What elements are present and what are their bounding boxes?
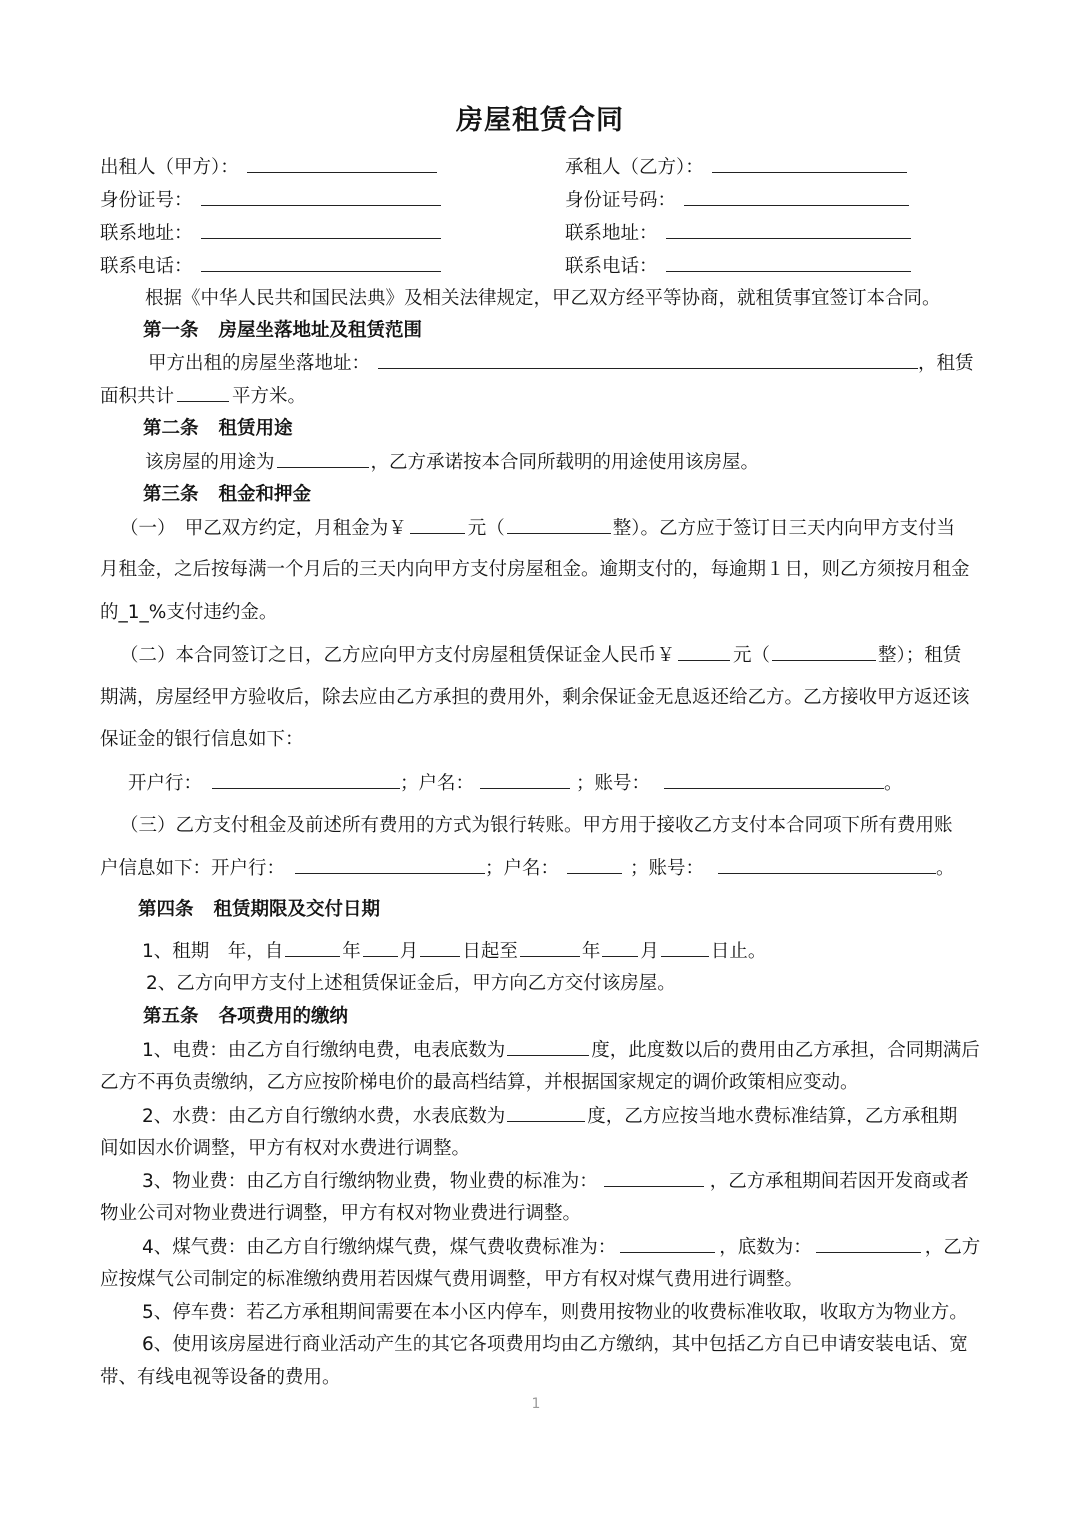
refund-bank-blank[interactable] [212, 770, 400, 789]
tel-a-label: 联系电话： [100, 256, 193, 277]
water-line-2: 间如因水价调整，甲方有权对水费进行调整。 [100, 1138, 471, 1159]
payment-name-label: ；户名： [485, 858, 560, 879]
start-year-unit: 年 [342, 941, 361, 962]
article-3-number: 第三条 [143, 484, 199, 505]
deposit-text-continued: 整）；租赁 [878, 645, 962, 666]
article-4-number: 第四条 [138, 899, 194, 920]
gas-standard-blank[interactable] [620, 1234, 715, 1253]
rent-label: （一） 甲乙双方约定，月租金为￥ [120, 518, 407, 539]
other-fees-line-2: 带、有线电视等设备的费用。 [100, 1367, 341, 1388]
article-5-title: 各项费用的缴纳 [218, 1006, 349, 1027]
deposit-unit: 元（ [733, 645, 771, 666]
start-day-unit: 日起至 [462, 941, 518, 962]
area-unit: 平方米。 [232, 386, 307, 407]
article-3-3-line-2 [100, 855, 955, 882]
address-label: 甲方出租的房屋坐落地址： [148, 353, 371, 374]
end-month-blank[interactable] [602, 938, 638, 957]
id-a-line [100, 187, 441, 214]
addr-a-line [100, 220, 441, 247]
article-3-2-line-2: 期满，房屋经甲方验收后，除去应由乙方承担的费用外，剩余保证金无息返还给乙方。乙方接收甲方返还该 [100, 687, 970, 708]
end-day-unit: 日止。 [710, 941, 767, 962]
gas-line-1 [142, 1234, 980, 1261]
article-4-heading [138, 897, 380, 923]
rent-words-blank[interactable] [507, 515, 611, 534]
other-fees-line-1: 6、使用该房屋进行商业活动产生的其它各项费用均由乙方缴纳，其中包括乙方自已申请安装电话、宽 [142, 1334, 968, 1355]
usage-blank[interactable] [277, 449, 369, 468]
parking-line: 5、停车费：若乙方承租期间需要在本小区内停车，则费用按物业的收费标准收取，收取方为物业方。 [142, 1302, 968, 1323]
start-month-unit: 月 [399, 941, 419, 962]
payment-bank-label: 户信息如下：开户行： [100, 858, 286, 879]
end-year-blank[interactable] [520, 938, 580, 957]
water-text-continued: 度，乙方应按当地水费标准结算，乙方承租期 [587, 1106, 958, 1127]
id-a-blank[interactable] [201, 187, 441, 206]
deposit-label: （二）本合同签订之日，乙方应向甲方支付房屋租赁保证金人民币￥ [120, 645, 676, 666]
article-5-number: 第五条 [143, 1006, 199, 1027]
term-label: 1、租期 年，自 [142, 941, 284, 962]
article-3-3-line-1: （三）乙方支付租金及前述所有费用的方式为银行转账。甲方用于接收乙方支付本合同项下所有费用账 [120, 815, 953, 836]
address-blank[interactable] [378, 350, 918, 369]
end-month-unit: 月 [640, 941, 659, 962]
party-b-blank[interactable] [712, 154, 907, 173]
payment-account-blank[interactable] [718, 855, 936, 874]
payment-name-blank[interactable] [567, 855, 622, 874]
property-fee-line-1 [142, 1168, 969, 1195]
article-2-heading [143, 416, 293, 442]
article-4-title: 租赁期限及交付日期 [213, 899, 381, 920]
property-fee-label: 3、物业费：由乙方自行缴纳物业费，物业费的标准为： [142, 1171, 598, 1192]
party-a-blank[interactable] [247, 154, 437, 173]
refund-bank-label: 开户行： [128, 773, 203, 794]
gas-line-2: 应按煤气公司制定的标准缴纳费用若因煤气费用调整，甲方有权对煤气费用进行调整。 [100, 1269, 804, 1290]
article-3-2-bank-line [128, 770, 903, 797]
addr-b-line [565, 220, 911, 247]
refund-account-blank[interactable] [664, 770, 884, 789]
area-label: 面积共计 [100, 386, 175, 407]
start-year-blank[interactable] [285, 938, 340, 957]
payment-end: 。 [936, 858, 955, 879]
article-1-heading [143, 318, 422, 344]
tel-a-blank[interactable] [201, 253, 441, 272]
id-b-line [565, 187, 909, 214]
tel-b-blank[interactable] [666, 253, 911, 272]
property-fee-blank[interactable] [604, 1168, 704, 1187]
rent-unit: 元（ [467, 518, 505, 539]
article-3-title: 租金和押金 [218, 484, 312, 505]
party-a-line [100, 154, 437, 181]
end-year-unit: 年 [581, 941, 601, 962]
electricity-label: 1、电费：由乙方自行缴纳电费，电表底数为 [142, 1040, 506, 1061]
payment-account-label: ；账号： [630, 858, 705, 879]
article-3-heading [143, 482, 311, 508]
intro-paragraph: 根据《中华人民共和国民法典》及相关法律规定，甲乙双方经平等协商，就租赁事宜签订本合同。 [145, 288, 941, 309]
article-3-1-line-2: 月租金，之后按每满一个月后的三天内向甲方支付房屋租金。逾期支付的，每逾期１日，则乙方须按月租金 [100, 559, 970, 580]
id-b-blank[interactable] [684, 187, 909, 206]
party-a-label: 出租人（甲方）： [100, 157, 239, 178]
water-label: 2、水费：由乙方自行缴纳水费，水表底数为 [142, 1106, 506, 1127]
party-b-label: 承租人（乙方）： [565, 157, 704, 178]
payment-bank-blank[interactable] [295, 855, 485, 874]
end-day-blank[interactable] [661, 938, 709, 957]
tel-a-line [100, 253, 441, 280]
start-day-blank[interactable] [420, 938, 460, 957]
refund-end: 。 [884, 773, 903, 794]
rent-amount-blank[interactable] [410, 515, 465, 534]
article-2-title: 租赁用途 [218, 418, 293, 439]
water-reading-blank[interactable] [507, 1103, 585, 1122]
article-1-line-1 [148, 350, 974, 377]
article-2-number: 第二条 [143, 418, 199, 439]
article-2-line-1 [145, 449, 759, 476]
addr-a-blank[interactable] [201, 220, 441, 239]
article-3-2-line-1 [120, 642, 961, 669]
page-number: 1 [531, 1396, 541, 1412]
electricity-text-continued: 度，此度数以后的费用由乙方承担，合同期满后 [591, 1040, 980, 1061]
usage-label: 该房屋的用途为 [145, 452, 275, 473]
usage-suffix: ，乙方承诺按本合同所载明的用途使用该房屋。 [370, 452, 760, 473]
page-title: 房屋租赁合同 [456, 105, 624, 136]
addr-b-label: 联系地址： [565, 223, 658, 244]
gas-base-blank[interactable] [816, 1234, 921, 1253]
article-1-title: 房屋坐落地址及租赁范围 [218, 320, 423, 341]
article-3-1-line-1 [120, 515, 955, 542]
electricity-line-1 [142, 1037, 980, 1064]
article-4-line-2: 2、乙方向甲方支付上述租赁保证金后，甲方向乙方交付该房屋。 [146, 973, 676, 994]
start-month-blank[interactable] [363, 938, 398, 957]
refund-name-blank[interactable] [480, 770, 570, 789]
addr-b-blank[interactable] [666, 220, 911, 239]
gas-label: 4、煤气费：由乙方自行缴纳煤气费，煤气费收费标准为： [142, 1237, 617, 1258]
deposit-words-blank[interactable] [772, 642, 876, 661]
water-line-1 [142, 1103, 957, 1130]
electricity-reading-blank[interactable] [507, 1037, 589, 1056]
gas-text-continued: ，乙方 [924, 1237, 981, 1258]
party-b-line [565, 154, 907, 181]
article-4-term-line [142, 938, 766, 965]
addr-a-label: 联系地址： [100, 223, 193, 244]
address-suffix: ，租赁 [918, 353, 974, 374]
deposit-amount-blank[interactable] [678, 642, 730, 661]
electricity-line-2: 乙方不再负责缴纳，乙方应按阶梯电价的最高档结算，并根据国家规定的调价政策相应变动。 [100, 1072, 859, 1093]
property-fee-line-2: 物业公司对物业费进行调整，甲方有权对物业费进行调整。 [100, 1203, 582, 1224]
property-fee-text-continued: ，乙方承租期间若因开发商或者 [709, 1171, 969, 1192]
article-3-2-line-3: 保证金的银行信息如下： [100, 729, 304, 750]
article-1-line-2 [100, 383, 306, 410]
rent-text-continued: 整）。乙方应于签订日三天内向甲方支付当 [612, 518, 956, 539]
tel-b-label: 联系电话： [565, 256, 658, 277]
area-blank[interactable] [177, 383, 229, 402]
article-1-number: 第一条 [143, 320, 199, 341]
article-3-1-line-3: 的_1_%支付违约金。 [100, 602, 278, 623]
gas-base-label: ，底数为： [719, 1237, 812, 1258]
id-a-label: 身份证号： [100, 190, 193, 211]
refund-name-label: ；户名： [400, 773, 475, 794]
tel-b-line [565, 253, 911, 280]
id-b-label: 身份证号码： [565, 190, 677, 211]
refund-account-label: ；账号： [576, 773, 651, 794]
article-5-heading [143, 1004, 348, 1030]
